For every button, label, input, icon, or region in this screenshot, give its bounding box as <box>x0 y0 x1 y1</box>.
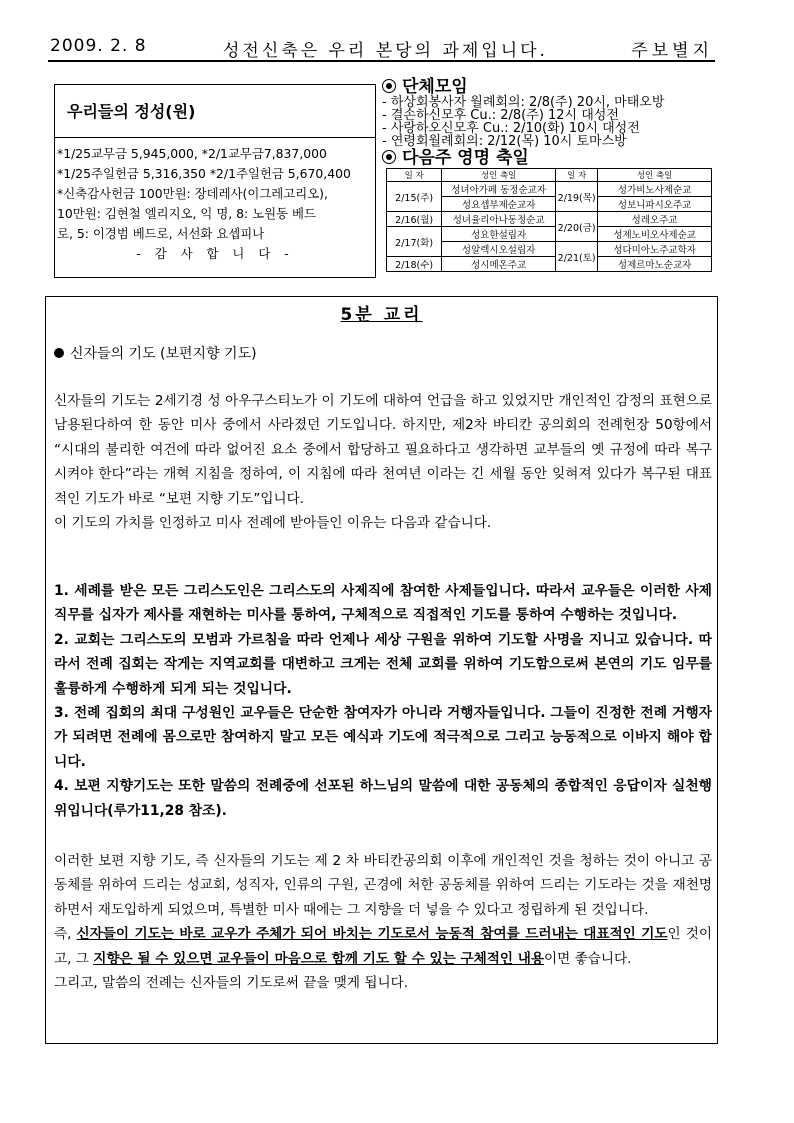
feast-table <box>386 168 712 272</box>
feast-date: 2/15(주) <box>387 182 442 212</box>
point-item: 3. 전례 집회의 최대 구성원인 교우들은 단순한 참여자가 아니라 거행자들입니다. 그들이 진정한 전례 거행자가 되려면 전례에 몸으로만 참여하지 말고 모든 예식과 기도에 적극적으로 그리고 능동적으로 이바지 해야 합니다. <box>54 705 712 770</box>
offering-line: 로, 5: 이경범 베드로, 서선화 요셉피나 <box>57 226 265 241</box>
lesson-title: 5분 교리 <box>340 305 423 325</box>
feast-saint: 성알렉시오설립자 <box>442 242 556 257</box>
point-item: 2. 교회는 그리스도의 모범과 가르침을 따라 언제나 세상 구원을 위하여 기도할 사명을 지니고 있습니다. 따라서 전례 집회는 작게는 지역교회를 대변하고 크게는 전체 교회를 위하여 기도함으로써 본연의 기도 임무를 훌륭하게 수행하게 되게 되는 것입니다. <box>54 631 712 697</box>
feast-saint: 성요셉부제순교자 <box>442 197 556 212</box>
underlined-text: 신자들이 기도는 바로 교우가 주체가 되어 바치는 기도로서 능동적 참여를 드러내는 대표적인 기도 <box>76 926 668 943</box>
group-meetings <box>382 78 712 167</box>
lesson-intro <box>54 389 712 535</box>
paragraph: 이 기도의 가치를 인정하고 미사 전례에 받아들인 이유는 다음과 같습니다. <box>54 515 492 532</box>
table-row <box>387 182 712 197</box>
feast-saint: 성가비노사제순교 <box>598 182 712 197</box>
lesson-points <box>54 579 712 823</box>
offering-line: *1/25교무금 5,945,000, *2/1교무금7,837,000 <box>57 146 327 161</box>
feast-title: 다음주 영명 축일 <box>402 148 529 168</box>
feast-header-row <box>387 169 712 182</box>
meeting-item: - 사랑하오신모후 Cu.: 2/10(화) 10시 대성전 <box>382 121 640 136</box>
feast-header-cell: 성인 축일 <box>442 169 556 182</box>
feast-header-cell: 일 자 <box>556 169 598 182</box>
text-span: 즉, <box>54 926 77 943</box>
feast-heading <box>382 149 712 167</box>
table-row <box>387 212 712 227</box>
offering-title: 우리들의 정성(원) <box>67 102 196 121</box>
offering-box <box>54 84 376 278</box>
meeting-item: - 하상회봉사자 월례회의: 2/8(주) 20시, 마태오방 <box>382 95 665 110</box>
offering-thanks: - 감 사 합 니 다 - <box>136 246 294 261</box>
target-bullet-icon <box>382 79 396 93</box>
page-header <box>48 32 715 62</box>
text-span: 인 것이고, 그 <box>54 926 712 967</box>
text-span: 이면 좋습니다. <box>543 950 632 967</box>
lesson-closing <box>54 849 712 995</box>
point-item: 1. 세례를 받은 모든 그리스도인은 그리스도의 사제직에 참여한 사제들입니다. 따라서 교우들은 이러한 사제 직무를 십자가 제사를 재현하는 미사를 통하여, 구체적으로 직접적인 기도를 통하여 수행하는 것입니다. <box>54 583 712 624</box>
feast-date: 2/21(토) <box>556 242 598 272</box>
feast-date: 2/17(화) <box>387 227 442 257</box>
table-row <box>387 257 712 272</box>
offering-line: *신축감사헌금 100만원: 장데레사(이그레고리오), <box>57 186 328 201</box>
target-bullet-icon <box>382 150 396 164</box>
offering-line: *1/25주일헌금 5,316,350 *2/1주일헌금 5,670,400 <box>57 166 351 181</box>
paragraph: 이러한 보편 지향 기도, 즉 신자들의 기도는 제 2 차 바티칸공의회 이후에 개인적인 것을 청하는 것이 아니고 공동체를 위하여 드리는 성교회, 성직자, 인류의 구원, 곤경에 처한 공동체를 위하여 드리는 기도라는 것을 재천명하면서 재도입하게 되었으며, 특별한 미사 때에는 그 지향을 더 넣을 수 있다고 정립하게 된 것입니다. <box>54 853 712 918</box>
offering-divider <box>55 137 375 138</box>
group-meetings-list <box>382 96 712 148</box>
feast-saint: 성녀율리아나동정순교 <box>442 212 556 227</box>
lesson-box <box>45 296 718 1044</box>
paragraph: 신자들의 기도는 2세기경 성 아우구스티노가 이 기도에 대하여 언급을 하고 있었지만 개인적인 감정의 표현으로 남용된다하여 한 동안 미사 중에서 사라졌던 기도입니다. 하지만, 제2차 바티칸 공의회의 전례헌장 50항에서 “시대의 불리한 여건에 따라 없어진 요소 중에서 합당하고 필요하다고 생각하면 교부들의 옛 규정에 따라 복구시켜야 한다”라는 개혁 지침을 정하여, 이 지침에 따라 천여년 이라는 긴 세월 동안 잊혀져 있다가 복구된 대표적인 기도가 바로 “보편 지향 기도”입니다. <box>54 393 712 507</box>
issue-date: 2009. 2. 8 <box>50 36 147 56</box>
feast-saint: 성보니파시오주교 <box>598 197 712 212</box>
feast-saint: 성녀아가페 동정순교자 <box>442 182 556 197</box>
paragraph-emphasis <box>54 922 712 971</box>
offering-lines <box>57 144 373 264</box>
bulletin-name: 주보별지 <box>631 41 713 61</box>
underlined-text: 지향은 될 수 있으면 교우들이 마음으로 함께 기도 할 수 있는 구체적인 내용 <box>93 950 544 967</box>
lesson-subtitle-row <box>54 343 257 363</box>
feast-saint: 성시메온주교 <box>442 257 556 272</box>
feast-saint: 성제르마노순교자 <box>598 257 712 272</box>
table-row <box>387 227 712 242</box>
bullet-dot-icon <box>54 348 64 358</box>
point-item: 4. 보편 지향기도는 또한 말씀의 전례중에 선포된 하느님의 말씀에 대한 공동체의 종합적인 응답이자 실천행위입니다(루가11,28 참조). <box>54 778 712 819</box>
meeting-item: - 연령회월례회의: 2/12(목) 10시 토마스방 <box>382 134 627 149</box>
feast-date: 2/18(수) <box>387 257 442 272</box>
group-meetings-heading <box>382 78 712 96</box>
feast-date: 2/20(금) <box>556 212 598 242</box>
feast-saint: 성요한설립자 <box>442 227 556 242</box>
feast-date: 2/19(목) <box>556 182 598 212</box>
meeting-item: - 결손하신모후 Cu.: 2/8(주) 12시 대성전 <box>382 108 619 123</box>
lesson-subtitle: 신자들의 기도 (보편지향 기도) <box>70 346 257 362</box>
offering-line: 10만원: 김현철 엘리지오, 익 명, 8: 노원동 베드 <box>57 206 316 221</box>
feast-header-cell: 일 자 <box>387 169 442 182</box>
feast-saint: 성다미아노주교학자 <box>598 242 712 257</box>
feast-saint: 성제노비오사제순교 <box>598 227 712 242</box>
paragraph: 그리고, 말씀의 전례는 신자들의 기도로써 끝을 맺게 됩니다. <box>54 975 409 992</box>
feast-header-cell: 성인 축일 <box>598 169 712 182</box>
feast-date: 2/16(월) <box>387 212 442 227</box>
group-meetings-title: 단체모임 <box>402 77 468 97</box>
lesson-title-wrap <box>46 300 717 325</box>
slogan: 성전신축은 우리 본당의 과제입니다. <box>223 41 548 61</box>
feast-saint: 성레오주교 <box>598 212 712 227</box>
